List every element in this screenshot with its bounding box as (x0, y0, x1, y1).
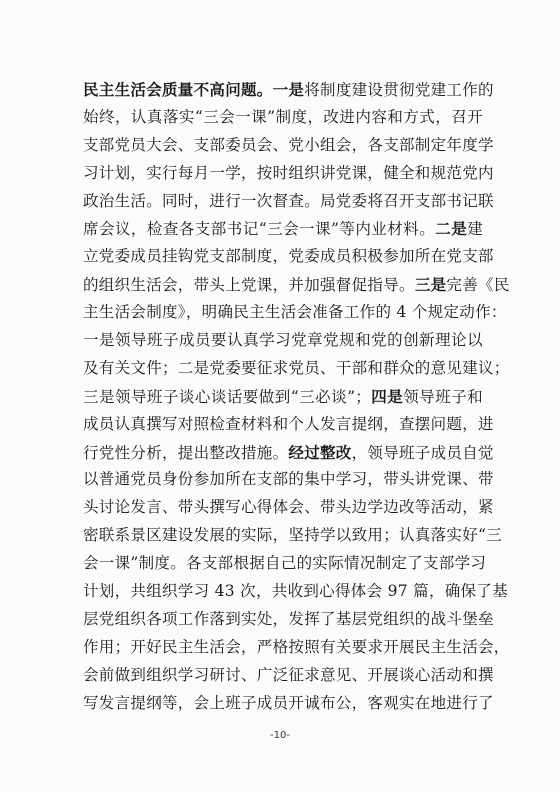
text-segment: 将制度建设贯彻党建工作的 (304, 81, 494, 99)
text-segment: 一是领导班子成员要认真学习党章党规和党的创新理论以 (83, 331, 483, 350)
text-segment: 政治生活。同时，进行一次督查。局党委将召开支部书记联 (83, 191, 494, 210)
body-text (83, 76, 510, 717)
text-line (83, 160, 494, 188)
text-line (83, 439, 494, 467)
text-line (83, 76, 494, 104)
text-line (83, 411, 494, 439)
text-segment: 成员认真撰写对照检查材料和个人发言提纲，查摆问题，进 (83, 414, 494, 433)
text-line (83, 494, 494, 522)
text-line (83, 690, 494, 718)
text-segment: 作用；开好民主生活会，严格按照有关要求开展民主生活会， (83, 637, 510, 656)
text-segment: 支部党员大会、支部委员会、党小组会，各支部制定年度学 (83, 135, 494, 154)
text-line (83, 522, 503, 550)
text-segment: 领导班子和 (403, 387, 483, 406)
text-segment: 及有关文件；二是党委要征求党员、干部和群众的意见建议； (83, 358, 510, 377)
text-line (83, 662, 494, 690)
text-line (83, 634, 510, 662)
text-line (83, 243, 494, 271)
text-line (83, 299, 507, 327)
text-line (83, 466, 494, 494)
bold-text-segment: 四是 (371, 386, 404, 406)
text-segment: ，领导班子成员自觉 (351, 443, 494, 462)
text-line (83, 215, 483, 243)
text-segment: 始终，认真落实“三会一课”制度，改进内容和方式，召开 (83, 107, 483, 126)
text-segment: 主生活会制度》，明确民主生活会准备工作的 4 个规定动作： (83, 303, 507, 322)
text-line (83, 271, 510, 299)
text-segment: 完善《民 (446, 276, 510, 295)
text-segment: 行党性分析，提出整改措施。 (83, 443, 289, 462)
text-segment: 三是领导班子谈心谈话要做到“三必谈”； (83, 387, 372, 406)
text-segment: 席会议，检查各支部书记“三会一课”等内业材料。 (83, 220, 436, 239)
text-line (83, 355, 510, 383)
bold-text-segment: 一是 (272, 80, 305, 99)
text-line (83, 550, 487, 578)
text-segment: 层党组织各项工作落到实处，发挥了基层党组织的战斗堡垒 (83, 609, 494, 628)
text-segment: 会一课”制度。各支部根据自己的实际情况制定了支部学习 (83, 554, 487, 573)
text-line (83, 132, 494, 160)
bold-text-segment: 经过整改 (288, 442, 352, 462)
text-segment: 写发言提纲等，会上班子成员开诚布公，客观实在地进行了 (83, 693, 494, 712)
text-segment: 会前做到组织学习研讨、广泛征求意见、开展谈心活动和撰 (83, 665, 494, 684)
page-number: -10- (270, 730, 290, 741)
text-line (83, 188, 494, 216)
text-segment: 以普通党员身份参加所在支部的集中学习，带头讲党课、带 (83, 470, 494, 489)
text-segment: 习计划，实行每月一学，按时组织讲党课，健全和规范党内 (83, 163, 494, 182)
text-line (83, 578, 508, 606)
text-line (83, 383, 483, 411)
text-line (83, 104, 483, 132)
text-line (83, 606, 494, 634)
bold-text-segment: 二是 (435, 219, 468, 239)
text-segment: 立党委成员挂钩党支部制度，党委成员积极参加所在党支部 (83, 247, 494, 266)
text-segment: 头讨论发言、带头撰写心得体会、带头边学边改等活动，紧 (83, 498, 494, 517)
text-segment: 密联系景区建设发展的实际，坚持学以致用；认真落实好“三 (83, 526, 503, 545)
bold-text-segment: 三是 (414, 275, 447, 295)
text-segment: 计划，共组织学习 43 次，共收到心得体会 97 篇，确保了基 (83, 582, 508, 601)
bold-text-segment: 民主生活会质量不高问题。 (83, 80, 273, 99)
text-segment: 的组织生活会，带头上党课，并加强督促指导。 (83, 276, 415, 295)
text-line (83, 327, 483, 355)
text-segment: 建 (467, 220, 483, 239)
